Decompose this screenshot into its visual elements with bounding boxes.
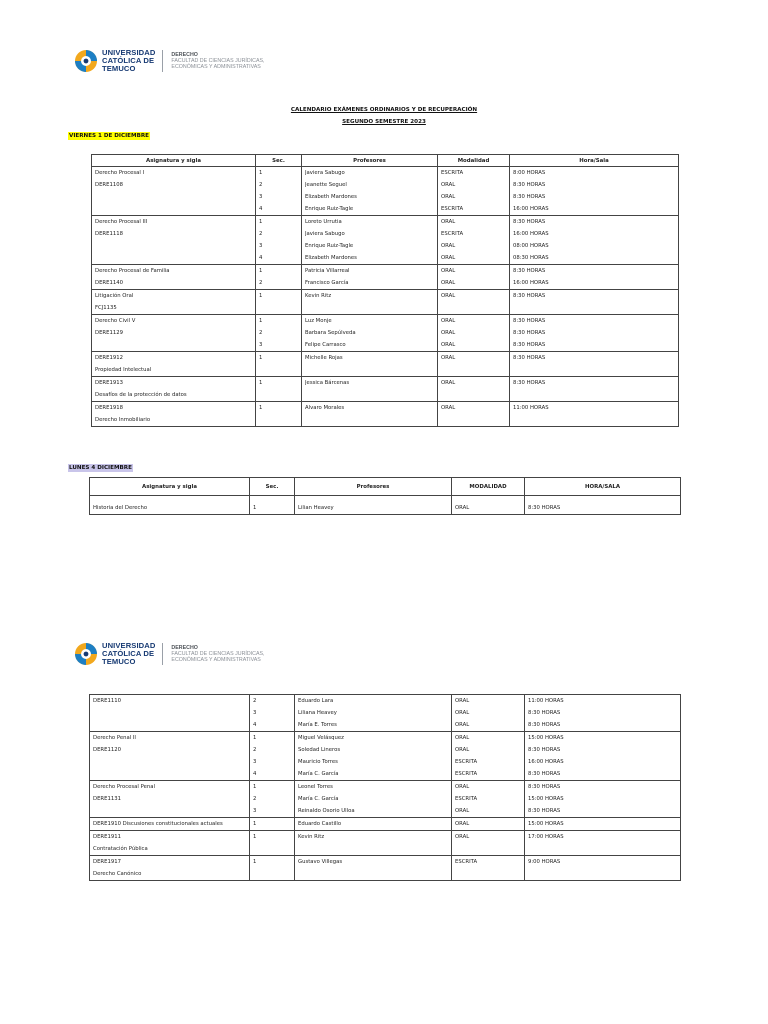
subject-name: Litigación Oral	[95, 293, 134, 299]
section-number-cell	[256, 265, 302, 290]
exam-modality: ESCRITA	[441, 231, 464, 237]
exam-time: 08:00 HORAS	[513, 243, 549, 249]
subject-code: Derecho Inmobiliario	[95, 417, 151, 423]
exam-modality: ORAL	[441, 342, 456, 348]
exam-modality: ORAL	[455, 710, 470, 716]
section-number-cell	[256, 216, 302, 265]
exam-time: 15:00 HORAS	[528, 821, 564, 827]
section-number: 1	[259, 219, 263, 225]
section-number: 2	[253, 796, 257, 802]
professor-name-cell	[302, 216, 438, 265]
exam-modality: ORAL	[441, 380, 456, 386]
section-number: 1	[259, 268, 263, 274]
subject-cell	[90, 732, 250, 781]
section-number: 4	[259, 206, 263, 212]
exam-time-cell	[525, 732, 681, 781]
exam-time: 08:30 HORAS	[513, 255, 549, 261]
exam-modality: ORAL	[441, 405, 456, 411]
exam-time-cell	[525, 496, 681, 515]
table-row	[90, 856, 681, 881]
table-row	[92, 352, 679, 377]
subject-code: DERE1131	[93, 796, 121, 802]
table-row	[90, 818, 681, 831]
section-number-cell	[256, 167, 302, 216]
professor-name-cell	[295, 781, 452, 818]
professor-name: María C. García	[298, 771, 339, 777]
column-header: Profesores	[295, 478, 452, 496]
subject-name: Derecho Civil V	[95, 318, 136, 324]
exam-time-cell	[525, 695, 681, 732]
professor-name-cell	[295, 695, 452, 732]
exam-time-cell	[525, 831, 681, 856]
subject-code: DERE1140	[95, 280, 123, 286]
exam-time-cell	[510, 352, 679, 377]
exam-modality-cell	[438, 377, 510, 402]
column-header: Asignatura y sigla	[90, 478, 250, 496]
exam-time: 8:30 HORAS	[528, 784, 561, 790]
exam-time-cell	[510, 315, 679, 352]
section-number: 1	[253, 735, 257, 741]
section-number-cell	[250, 856, 295, 881]
section-number: 3	[259, 342, 263, 348]
section-number: 1	[253, 834, 257, 840]
section-number: 3	[259, 194, 263, 200]
exam-table-page2	[89, 694, 681, 881]
exam-modality-cell	[452, 831, 525, 856]
exam-time: 8:30 HORAS	[513, 219, 546, 225]
subject-code: DERE1118	[95, 231, 123, 237]
section-number: 3	[259, 243, 263, 249]
exam-time: 8:30 HORAS	[528, 771, 561, 777]
exam-modality-cell	[438, 167, 510, 216]
logo-divider	[162, 50, 163, 72]
exam-time: 8:30 HORAS	[528, 722, 561, 728]
exam-time-cell	[510, 167, 679, 216]
subject-cell	[92, 315, 256, 352]
exam-modality-cell	[452, 732, 525, 781]
exam-modality: ESCRITA	[455, 759, 478, 765]
column-header: Profesores	[302, 155, 438, 167]
subject-cell	[90, 695, 250, 732]
exam-time: 8:30 HORAS	[513, 318, 546, 324]
section-number-cell	[250, 732, 295, 781]
section-number: 2	[259, 280, 263, 286]
exam-modality: ORAL	[455, 747, 470, 753]
professor-name: María C. García	[298, 796, 339, 802]
exam-modality: ORAL	[455, 505, 470, 511]
faculty-name: DERECHO FACULTAD DE CIENCIAS JURÍDICAS, ECONÓMICAS Y ADMINISTRATIVAS	[171, 644, 265, 664]
subject-name: Derecho Penal II	[93, 735, 136, 741]
professor-name: Lilian Heavey	[298, 505, 334, 511]
subject-name: DERE1110	[93, 698, 121, 704]
section-number: 1	[259, 355, 263, 361]
subject-cell	[92, 352, 256, 377]
professor-name: Francisco García	[305, 280, 349, 286]
section-number: 3	[253, 759, 257, 765]
exam-time: 15:00 HORAS	[528, 735, 564, 741]
subject-code: DERE1129	[95, 330, 123, 336]
section-number: 1	[253, 859, 257, 865]
exam-time: 8:30 HORAS	[513, 194, 546, 200]
day-header-friday: VIERNES 1 DE DICIEMBRE	[69, 133, 149, 139]
subject-cell	[90, 818, 250, 831]
subject-name: DERE1918	[95, 405, 123, 411]
section-number-cell	[250, 831, 295, 856]
section-number: 1	[259, 318, 263, 324]
section-number: 4	[259, 255, 263, 261]
professor-name-cell	[295, 818, 452, 831]
subject-cell	[92, 167, 256, 216]
professor-name: Liliana Heavey	[298, 710, 337, 716]
exam-modality: ORAL	[455, 784, 470, 790]
exam-time-cell	[510, 216, 679, 265]
exam-time: 8:30 HORAS	[513, 330, 546, 336]
exam-modality: ORAL	[441, 243, 456, 249]
subject-cell	[90, 831, 250, 856]
professor-name: Alvaro Morales	[305, 405, 345, 411]
section-number-cell	[256, 352, 302, 377]
table-row	[92, 402, 679, 427]
exam-modality-cell	[438, 216, 510, 265]
table-row	[90, 831, 681, 856]
subject-name: Derecho Procesal Penal	[93, 784, 155, 790]
exam-modality: ORAL	[441, 318, 456, 324]
professor-name: María E. Torres	[298, 722, 337, 728]
professor-name: Luz Monje	[305, 318, 332, 324]
professor-name: Barbara Sepúlveda	[305, 330, 356, 336]
exam-modality: ORAL	[441, 182, 456, 188]
column-header: Sec.	[256, 155, 302, 167]
exam-modality-cell	[452, 818, 525, 831]
subject-code: DERE1120	[93, 747, 121, 753]
university-logo	[74, 45, 265, 77]
professor-name: Kevin Ritz	[298, 834, 325, 840]
professor-name: Kevin Ritz	[305, 293, 332, 299]
column-header: Hora/Sala	[510, 155, 679, 167]
university-emblem-icon	[74, 642, 98, 666]
section-number: 2	[253, 747, 257, 753]
exam-modality: ORAL	[441, 293, 456, 299]
university-name: UNIVERSIDAD CATÓLICA DE TEMUCO	[102, 641, 156, 666]
section-number: 2	[253, 698, 257, 704]
exam-modality: ORAL	[441, 219, 456, 225]
subject-cell	[92, 377, 256, 402]
exam-time: 15:00 HORAS	[528, 796, 564, 802]
exam-modality-cell	[438, 290, 510, 315]
exam-time-cell	[525, 856, 681, 881]
professor-name: Gustavo Villegas	[298, 859, 343, 865]
professor-name: Leonel Torres	[298, 784, 333, 790]
table-row	[90, 496, 681, 515]
professor-name: Loreto Urrutia	[305, 219, 342, 225]
exam-modality-cell	[452, 496, 525, 515]
university-name: UNIVERSIDAD CATÓLICA DE TEMUCO	[102, 48, 156, 73]
exam-time: 8:00 HORAS	[513, 170, 546, 176]
subject-cell	[90, 496, 250, 515]
section-number: 1	[259, 170, 263, 176]
section-number: 3	[253, 808, 257, 814]
professor-name-cell	[302, 352, 438, 377]
exam-time: 9:00 HORAS	[528, 859, 561, 865]
subject-cell	[90, 781, 250, 818]
professor-name-cell	[295, 831, 452, 856]
section-number-cell	[256, 402, 302, 427]
professor-name: Felipe Carrasco	[305, 342, 346, 348]
professor-name: Jeanette Seguel	[305, 182, 347, 188]
professor-name-cell	[302, 402, 438, 427]
university-logo-page2	[74, 638, 265, 670]
section-number: 1	[259, 380, 263, 386]
column-header: Asignatura y sigla	[92, 155, 256, 167]
subject-cell	[92, 290, 256, 315]
section-number-cell	[256, 290, 302, 315]
column-header: HORA/SALA	[525, 478, 681, 496]
subject-code: Contratación Pública	[93, 846, 148, 852]
header-row	[90, 478, 681, 496]
subject-code: FCJ1135	[95, 305, 117, 311]
professor-name-cell	[295, 732, 452, 781]
exam-time: 8:30 HORAS	[513, 182, 546, 188]
exam-time: 16:00 HORAS	[513, 206, 549, 212]
subject-name: DERE1917	[93, 859, 121, 865]
professor-name-cell	[302, 377, 438, 402]
subject-name: DERE1913	[95, 380, 123, 386]
section-number: 1	[259, 293, 263, 299]
exam-modality: ORAL	[441, 255, 456, 261]
university-emblem-icon	[74, 49, 98, 73]
professor-name: Michelle Rojas	[305, 355, 343, 361]
exam-modality: ORAL	[455, 722, 470, 728]
exam-time: 8:30 HORAS	[513, 342, 546, 348]
exam-time: 8:30 HORAS	[513, 355, 546, 361]
subject-code: Propiedad Intelectual	[95, 367, 152, 373]
exam-modality: ESCRITA	[455, 859, 478, 865]
subject-name: Historia del Derecho	[93, 505, 148, 511]
subject-name: DERE1911	[93, 834, 121, 840]
document-subtitle: SEGUNDO SEMESTRE 2023	[342, 119, 426, 125]
column-header: Sec.	[250, 478, 295, 496]
table-row	[92, 377, 679, 402]
subject-name: Derecho Procesal I	[95, 170, 145, 176]
day-header-monday: LUNES 4 DICIEMBRE	[69, 465, 132, 471]
subject-code: Desafíos de la protección de datos	[95, 392, 187, 398]
table-row	[92, 290, 679, 315]
subject-name: Derecho Procesal III	[95, 219, 148, 225]
exam-time: 8:30 HORAS	[513, 293, 546, 299]
exam-time-cell	[510, 265, 679, 290]
exam-table-monday	[89, 477, 681, 515]
exam-modality: ESCRITA	[441, 206, 464, 212]
exam-time-cell	[510, 290, 679, 315]
table-row	[92, 216, 679, 265]
exam-modality: ORAL	[455, 808, 470, 814]
subject-cell	[92, 265, 256, 290]
exam-time-cell	[525, 818, 681, 831]
section-number-cell	[250, 781, 295, 818]
section-number-cell	[250, 695, 295, 732]
section-number: 3	[253, 710, 257, 716]
table-row	[90, 781, 681, 818]
professor-name: Elizabeth Mardones	[305, 194, 357, 200]
exam-time: 16:00 HORAS	[513, 231, 549, 237]
exam-modality-cell	[452, 781, 525, 818]
professor-name: Mauricio Torres	[298, 759, 338, 765]
section-number: 4	[253, 771, 257, 777]
section-number: 1	[253, 784, 257, 790]
professor-name-cell	[302, 265, 438, 290]
exam-time: 16:00 HORAS	[528, 759, 564, 765]
subject-cell	[92, 216, 256, 265]
professor-name-cell	[302, 315, 438, 352]
section-number-cell	[256, 315, 302, 352]
exam-time: 11:00 HORAS	[513, 405, 549, 411]
subject-name: Derecho Procesal de Familia	[95, 268, 170, 274]
section-number-cell	[256, 377, 302, 402]
exam-modality: ORAL	[455, 834, 470, 840]
exam-time-cell	[510, 377, 679, 402]
exam-modality: ORAL	[441, 280, 456, 286]
professor-name: Eduardo Lara	[298, 698, 334, 704]
professor-name: Patricia Villarreal	[305, 268, 350, 274]
exam-modality: ESCRITA	[441, 170, 464, 176]
subject-name: DERE1910 Discusiones constitucionales actuales	[93, 821, 223, 827]
exam-modality-cell	[438, 315, 510, 352]
professor-name: Jessica Bárcenas	[305, 380, 350, 386]
exam-modality: ORAL	[455, 821, 470, 827]
exam-modality-cell	[438, 352, 510, 377]
header-row	[92, 155, 679, 167]
professor-name: Reinaldo Osorio Ulloa	[298, 808, 355, 814]
exam-time: 8:30 HORAS	[528, 808, 561, 814]
subject-cell	[92, 402, 256, 427]
exam-time: 16:00 HORAS	[513, 280, 549, 286]
exam-modality-cell	[452, 695, 525, 732]
section-number: 1	[253, 821, 257, 827]
table-row	[92, 167, 679, 216]
exam-modality: ORAL	[441, 330, 456, 336]
exam-modality: ESCRITA	[455, 796, 478, 802]
exam-modality: ORAL	[455, 735, 470, 741]
professor-name: Enrique Ruiz-Tagle	[305, 206, 354, 212]
section-number: 2	[259, 231, 263, 237]
table-row	[90, 695, 681, 732]
section-number: 1	[259, 405, 263, 411]
exam-modality: ORAL	[441, 355, 456, 361]
subject-name: DERE1912	[95, 355, 123, 361]
exam-time: 8:30 HORAS	[528, 747, 561, 753]
subject-code: DERE1108	[95, 182, 123, 188]
exam-time-cell	[525, 781, 681, 818]
document-title: CALENDARIO EXÁMENES ORDINARIOS Y DE RECUPERACIÓN	[290, 107, 478, 113]
exam-modality: ESCRITA	[455, 771, 478, 777]
professor-name: Javiera Sabugo	[305, 231, 345, 237]
exam-time-cell	[510, 402, 679, 427]
subject-code: Derecho Canónico	[93, 871, 142, 877]
section-number-cell	[250, 818, 295, 831]
subject-cell	[90, 856, 250, 881]
professor-name-cell	[302, 290, 438, 315]
exam-time: 8:30 HORAS	[528, 710, 561, 716]
section-number: 2	[259, 182, 263, 188]
table-row	[92, 315, 679, 352]
exam-time: 8:30 HORAS	[528, 505, 561, 511]
table-row	[90, 732, 681, 781]
section-number: 4	[253, 722, 257, 728]
exam-time: 17:00 HORAS	[528, 834, 564, 840]
exam-modality-cell	[438, 265, 510, 290]
exam-time: 8:30 HORAS	[513, 380, 546, 386]
section-number: 2	[259, 330, 263, 336]
table-row	[92, 265, 679, 290]
exam-table-friday	[91, 154, 679, 427]
professor-name: Enrique Ruiz-Tagle	[305, 243, 354, 249]
section-number: 1	[253, 505, 257, 511]
column-header: Modalidad	[438, 155, 510, 167]
professor-name: Javiera Sabugo	[305, 170, 345, 176]
exam-modality-cell	[452, 856, 525, 881]
column-header: MODALIDAD	[452, 478, 525, 496]
professor-name: Elizabeth Mardones	[305, 255, 357, 261]
professor-name-cell	[295, 496, 452, 515]
exam-modality: ORAL	[441, 194, 456, 200]
professor-name-cell	[302, 167, 438, 216]
exam-time: 11:00 HORAS	[528, 698, 564, 704]
exam-modality: ORAL	[441, 268, 456, 274]
exam-modality-cell	[438, 402, 510, 427]
exam-time: 8:30 HORAS	[513, 268, 546, 274]
exam-modality: ORAL	[455, 698, 470, 704]
logo-divider	[162, 643, 163, 665]
section-number-cell	[250, 496, 295, 515]
professor-name: Soledad Lineros	[298, 747, 341, 753]
faculty-name: DERECHO FACULTAD DE CIENCIAS JURÍDICAS, ECONÓMICAS Y ADMINISTRATIVAS	[171, 51, 265, 71]
professor-name: Miguel Velásquez	[298, 735, 344, 741]
professor-name: Eduardo Castillo	[298, 821, 342, 827]
professor-name-cell	[295, 856, 452, 881]
